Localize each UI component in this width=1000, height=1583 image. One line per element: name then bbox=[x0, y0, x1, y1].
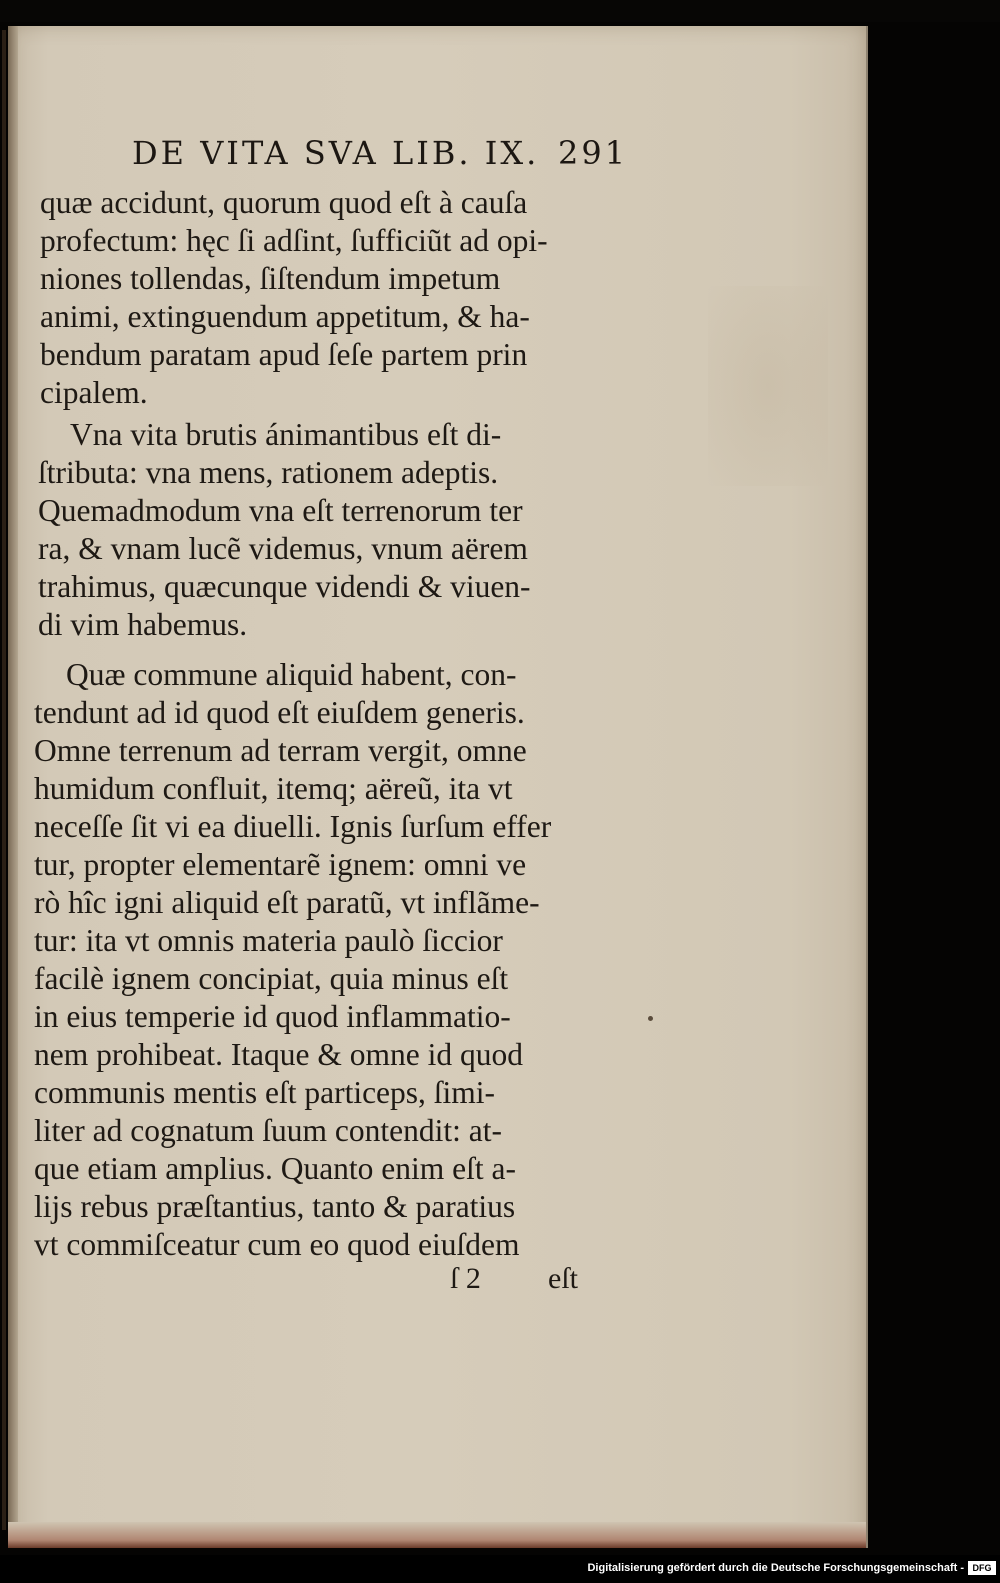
text-line: di vim habemus. bbox=[38, 607, 248, 642]
text-line: tendunt ad id quod eſt eiuſdem generis. bbox=[34, 695, 525, 730]
text-line: in eius temperie id quod inflammatio- bbox=[34, 999, 511, 1034]
page-bottom-edge bbox=[8, 1522, 866, 1548]
text-line: ra, & vnam lucẽ videmus, vnum aërem bbox=[38, 531, 528, 566]
text-line: lijs rebus præſtantius, tanto & paratius bbox=[34, 1189, 516, 1224]
text-line: quæ accidunt, quorum quod eſt à cauſa bbox=[40, 185, 528, 220]
scan-left-edge bbox=[2, 30, 6, 1530]
text-line: facilè ignem concipiat, quia minus eſt bbox=[34, 961, 509, 996]
text-line: Quemadmodum vna eſt terrenorum ter bbox=[38, 493, 523, 528]
text-line: que etiam amplius. Quanto enim eſt a- bbox=[34, 1151, 516, 1186]
text-line: humidum confluit, itemq; aëreũ, ita vt bbox=[34, 771, 513, 806]
page-gutter-edge bbox=[8, 26, 18, 1548]
text-line: liter ad cognatum ſuum contendit: at- bbox=[34, 1113, 502, 1148]
text-line: profectum: hęc ſi adſint, ſufficiũt ad opi- bbox=[40, 223, 548, 258]
dfg-logo: DFG bbox=[968, 1561, 996, 1575]
text-line: Quæ commune aliquid habent, con- bbox=[66, 657, 517, 692]
text-line: niones tollendas, ſiſtendum impetum bbox=[40, 261, 501, 296]
text-line: nem prohibeat. Itaque & omne id quod bbox=[34, 1037, 524, 1072]
catchword-line bbox=[450, 1262, 610, 1302]
scan-background-top bbox=[0, 0, 1000, 22]
text-line: communis mentis eſt particeps, ſimi- bbox=[34, 1075, 496, 1110]
text-line: vt commiſceatur cum eo quod eiuſdem bbox=[34, 1227, 520, 1262]
text-line: neceſſe ſit vi ea diuelli. Ignis ſurſum effer bbox=[34, 809, 552, 844]
text-line: trahimus, quæcunque videndi & viuen- bbox=[38, 569, 531, 604]
running-head-title: DE VITA SVA LIB. IX. bbox=[132, 134, 540, 172]
margin-speck bbox=[648, 1016, 653, 1021]
text-line: Vna vita brutis ánimantibus eſt di- bbox=[70, 417, 502, 452]
running-head bbox=[128, 128, 628, 178]
signature-mark: ſ 2 bbox=[450, 1262, 481, 1295]
paper-stain bbox=[708, 286, 828, 486]
digitization-footer bbox=[0, 1555, 1000, 1583]
folio-number: 291 bbox=[558, 134, 629, 172]
text-line: rò hîc igni aliquid eſt paratũ, vt inflãme- bbox=[34, 885, 540, 920]
text-line: bendum paratam apud ſeſe partem prin bbox=[40, 337, 528, 372]
text-line: Omne terrenum ad terram vergit, omne bbox=[34, 733, 527, 768]
text-line: animi, extinguendum appetitum, & ha- bbox=[40, 299, 530, 334]
text-line: tur: ita vt omnis materia paulò ſiccior bbox=[34, 923, 503, 958]
text-line: ſtributa: vna mens, rationem adeptis. bbox=[38, 455, 499, 490]
book-page bbox=[8, 26, 868, 1548]
footer-credit: Digitalisierung gefördert durch die Deutsche Forschungsgemeinschaft - bbox=[587, 1562, 964, 1574]
catchword: eſt bbox=[548, 1262, 578, 1295]
text-line: cipalem. bbox=[40, 375, 148, 410]
text-line: tur, propter elementarẽ ignem: omni ve bbox=[34, 847, 527, 882]
